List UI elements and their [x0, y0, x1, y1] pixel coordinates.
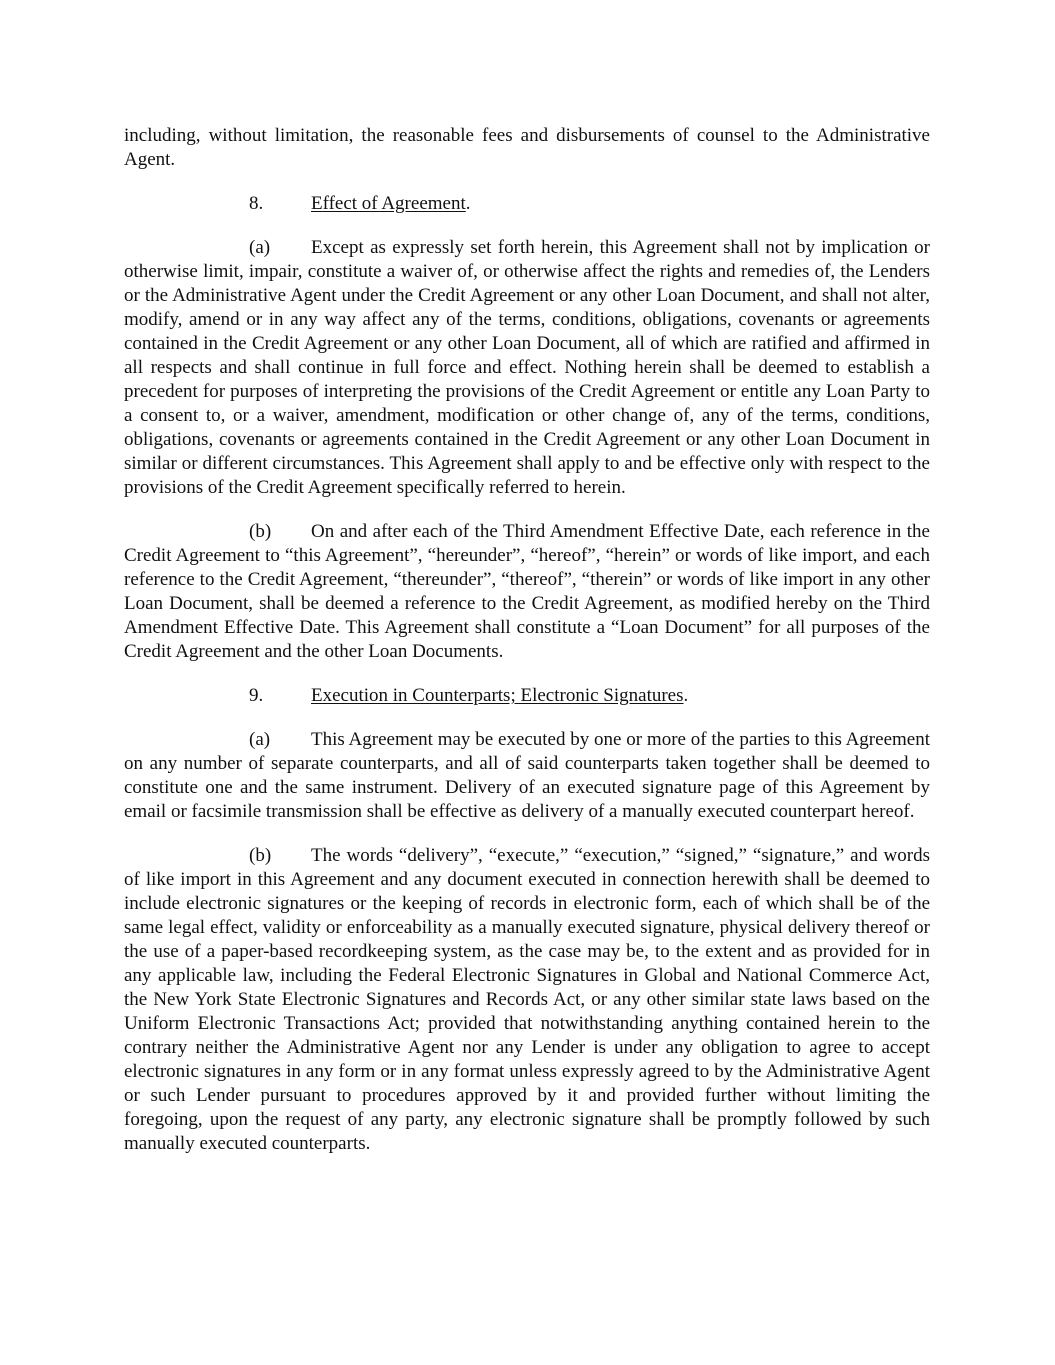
document-page	[124, 124, 930, 1176]
section-9-title: Execution in Counterparts; Electronic Signatures	[311, 685, 684, 706]
section-8a-text: Except as expressly set forth herein, this Agreement shall not by implication or otherwise limit, impair, constitute a waiver of, or otherwise affect the rights and remedies of, the Lenders or the Administrative Agent under the Credit Agreement or any other Loan Document, and shall not alter, modify, amend or in any way affect any of the terms, conditions, obligations, covenants or agreements contained in the Credit Agreement or any other Loan Document, all of which are ratified and affirmed in all respects and shall continue in full force and effect. Nothing herein shall be deemed to establish a precedent for purposes of interpreting the provisions of the Credit Agreement or entitle any Loan Party to a consent to, or a waiver, amendment, modification or other change of, any of the terms, conditions, obligations, covenants or agreements contained in the Credit Agreement or any other Loan Document in similar or different circumstances. This Agreement shall apply to and be effective only with respect to the provisions of the Credit Agreement specifically referred to herein.	[124, 237, 930, 498]
section-9-heading	[124, 684, 930, 708]
section-9b-label: (b)	[249, 845, 272, 866]
section-8a-paragraph	[124, 236, 930, 500]
section-8b-paragraph	[124, 520, 930, 664]
section-8-number: 8.	[249, 193, 264, 214]
section-8b-text: On and after each of the Third Amendment Effective Date, each reference in the Credit Agreement to “this Agreement”, “hereunder”, “hereof”, “herein” or words of like import, and each reference to the Credit Agreement, “thereunder”, “thereof”, “therein” or words of like import in any other Loan Document, shall be deemed a reference to the Credit Agreement, as modified hereby on the Third Amendment Effective Date. This Agreement shall constitute a “Loan Document” for all purposes of the Credit Agreement and the other Loan Documents.	[124, 521, 930, 662]
section-8-heading	[124, 192, 930, 216]
section-9a-text: This Agreement may be executed by one or more of the parties to this Agreement on any number of separate counterparts, and all of said counterparts taken together shall be deemed to constitute one and the same instrument. Delivery of an executed signature page of this Agreement by email or facsimile transmission shall be effective as delivery of a manually executed counterpart hereof.	[124, 729, 930, 822]
section-9a-label: (a)	[249, 729, 271, 750]
section-9b-text: The words “delivery”, “execute,” “execution,” “signed,” “signature,” and words of like import in this Agreement and any document executed in connection herewith shall be deemed to include electronic signatures or the keeping of records in electronic form, each of which shall be of the same legal effect, validity or enforceability as a manually executed signature, physical delivery thereof or the use of a paper-based recordkeeping system, as the case may be, to the extent and as provided for in any applicable law, including the Federal Electronic Signatures in Global and National Commerce Act, the New York State Electronic Signatures and Records Act, or any other similar state laws based on the Uniform Electronic Transactions Act; provided that notwithstanding anything contained herein to the contrary neither the Administrative Agent nor any Lender is under any obligation to agree to accept electronic signatures in any form or in any format unless expressly agreed to by the Administrative Agent or such Lender pursuant to procedures approved by it and provided further without limiting the foregoing, upon the request of any party, any electronic signature shall be promptly followed by such manually executed counterparts.	[124, 845, 930, 1154]
section-8-title: Effect of Agreement	[311, 193, 466, 214]
section-9b-paragraph	[124, 844, 930, 1156]
section-8a-label: (a)	[249, 237, 271, 258]
section-9-number: 9.	[249, 685, 264, 706]
section-8-title-punct: .	[465, 193, 471, 214]
opening-paragraph: including, without limitation, the reasonable fees and disbursements of counsel to the Administrative Agent.	[124, 125, 930, 170]
section-9a-paragraph	[124, 728, 930, 824]
section-9-title-punct: .	[683, 685, 689, 706]
section-8b-label: (b)	[249, 521, 272, 542]
